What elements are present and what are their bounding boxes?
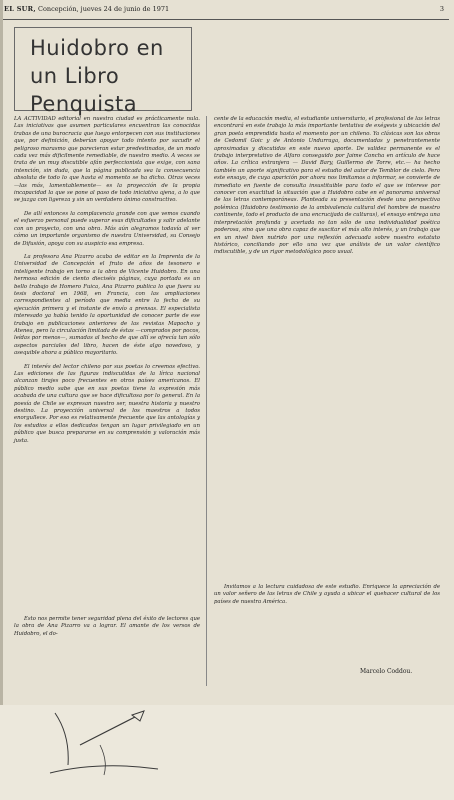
article-column-1-continued (14, 616, 200, 644)
masthead-dateline: Concepción, jueves 24 de junio de 1971 (38, 5, 170, 13)
masthead-rule (3, 19, 449, 20)
article-title: Huidobro en un Libro Penquista (30, 36, 164, 116)
paragraph: Invitamos a la lectura cuidadosa de este estudio. Enriquece la apreciación de un valor señero de las letras de Chile y ayuda a ubicar el quehacer cultural de los países de nuestra América. (214, 584, 440, 605)
paragraph: La profesora Ana Pizarro acaba de editar en la Imprenta de la Universidad de Concepción el fruto de años de tesonero e inteligente trabajo en torno a la obra de Vicente Huidobro. En una hermosa edición de ciento dieciséis páginas, cuya portada es un bello trabajo de Homero Fuica, Ana Pizarro publica lo que fuera su tesis doctoral en 1968, en Francia, con las ampliaciones correspondientes al período que media entre la fecha de su ejecución primera y el instante de envío a prensas. El especialista interesado ya había tenido la oportunidad de conocer parte de ese trabajo en publicaciones anteriores de las revistas Mapocho y Atenea, pero la circulación limitada de éstas —comprados por pocos, leídas por menos—, sumadas al hecho de que allí se ofrecía tan sólo aspectos parciales del libro, hacen de éste algo novedoso, y asequible ahora a público mayoritario. (14, 253, 200, 357)
article-column-2-closing (214, 584, 440, 612)
article-column-2 (214, 116, 440, 263)
paragraph: LA ACTIVIDAD editorial en nuestra ciudad es prácticamente nula. Las iniciativas que asumen particulares encuentran las conocidas trabas de una burocracia que luego entorpecen con sus instituciones que, por definición, deberían apoyar todo intento por sacudir el peligroso marasmo que parecieran estar predestinados, de un modo cada vez más dificilmente remediable, de nuestro medio. A veces se trata de un muy discutible afán perfeccionista que exige, con sana intención, sin duda, que la página publicada sea la consecuencia absoluta de todo lo que hasta el momento se ha dicho. Otras veces —las más, lamentablemente— es la proyección de la propia incapacidad la que se pone al paso de todo iniciativa ajena, a lo que se juzga con ligereza y sin un verdadero ánimo constructivo. (14, 116, 200, 204)
masthead-page-number: 3 (439, 5, 444, 13)
paragraph: El interés del lector chileno por sus poetas lo creemos efectivo. Las ediciones de las figuras indiscutidas de la lírica nacional alcanzan tirajes poco frecuentes en otros países americanos. El público medio sabe que en sus poetas tiene la expresión más acabada de una cultura que se hace dificultosa por lo general. En la poesía de Chile se expresan nuestro ser, nuestra historia y nuestro destino. La proyección universal de los maestros a todos enorgullece. Por eso es relativamente frecuente que las antologías y los estudios a ellos dedicados tengan un lugar privilegiado en un público que busca prepararse en su comprensión y valoración más justa. (14, 363, 200, 444)
author-signature: Marcelo Coddou. (360, 668, 413, 675)
pen-doodle-drawing (40, 705, 170, 795)
column-divider (206, 116, 207, 686)
paragraph: De allí entonces la complacencia grande con que vemos cuando el esfuerzo personal puede superar esas dificultades y salir adelante con un proyecto, con una obra. Más aún alegramos todavía al ver cómo un importante organismo de nuestra Universidad, su Consejo de Difusión, apoya con su auspicio esa empresa. (14, 210, 200, 247)
paragraph: cente de la educación media, el estudiante universitario, el profesional de las letras encontrará en este trabajo la más importante tentativa de exégesis y ubicación del gran poeta emprendida hasta el momento por un chileno. Ya clásicas son las obras de Cedomil Goic y de Antonio Undurraga, documentadas y penetrantemente aproximadas y discutidas en este nuevo aporte. De validez permanente es el trabajo interpretativo de Alfaro conseguido por Jaime Concha en artículo de hace años. La crítica extranjera — David Bary, Guillermo de Torre, etc.— ha hecho también un aporte significativo para el estudio del autor de Temblor de cielo. Pero este ensayo, de cuya aparición por ahora nos limitamos a informar, se convierte de inmediato en fuente de consulta insustituible para todo el que se interese por conocer con exactitud la situación que a Huidobro cabe en el panorama universal de las letras contemporáneas. Planteada su presentación desde una perspectiva polémica (Huidobro testimonio de la ambivalencia cultural del hombre de nuestro continente, todo el producto de una encrucijada de culturas), el ensayo entrega una interpretación profunda y acertada no tan sólo de una individualidad poética poderosa, sino que una obra capaz de suscitar el más alto interés, y un trabajo que en un nivel bien nutrido por una reflexión adecuada sobre nuestro estatuto histórico, conciliando por ello una vez que análisis de un valor científico indiscutible, y de un rigor metodológico poco usual. (214, 116, 440, 256)
masthead (4, 5, 450, 17)
paragraph: Esto nos permite tener seguridad plena del éxito de lectores que la obra de Ana Pizarro va a lograr. El amante de los versos de Huidobro, el do- (14, 616, 200, 637)
clipping-edge (0, 0, 3, 800)
article-column-1 (14, 116, 200, 451)
masthead-paper: EL SUR, (4, 5, 36, 13)
